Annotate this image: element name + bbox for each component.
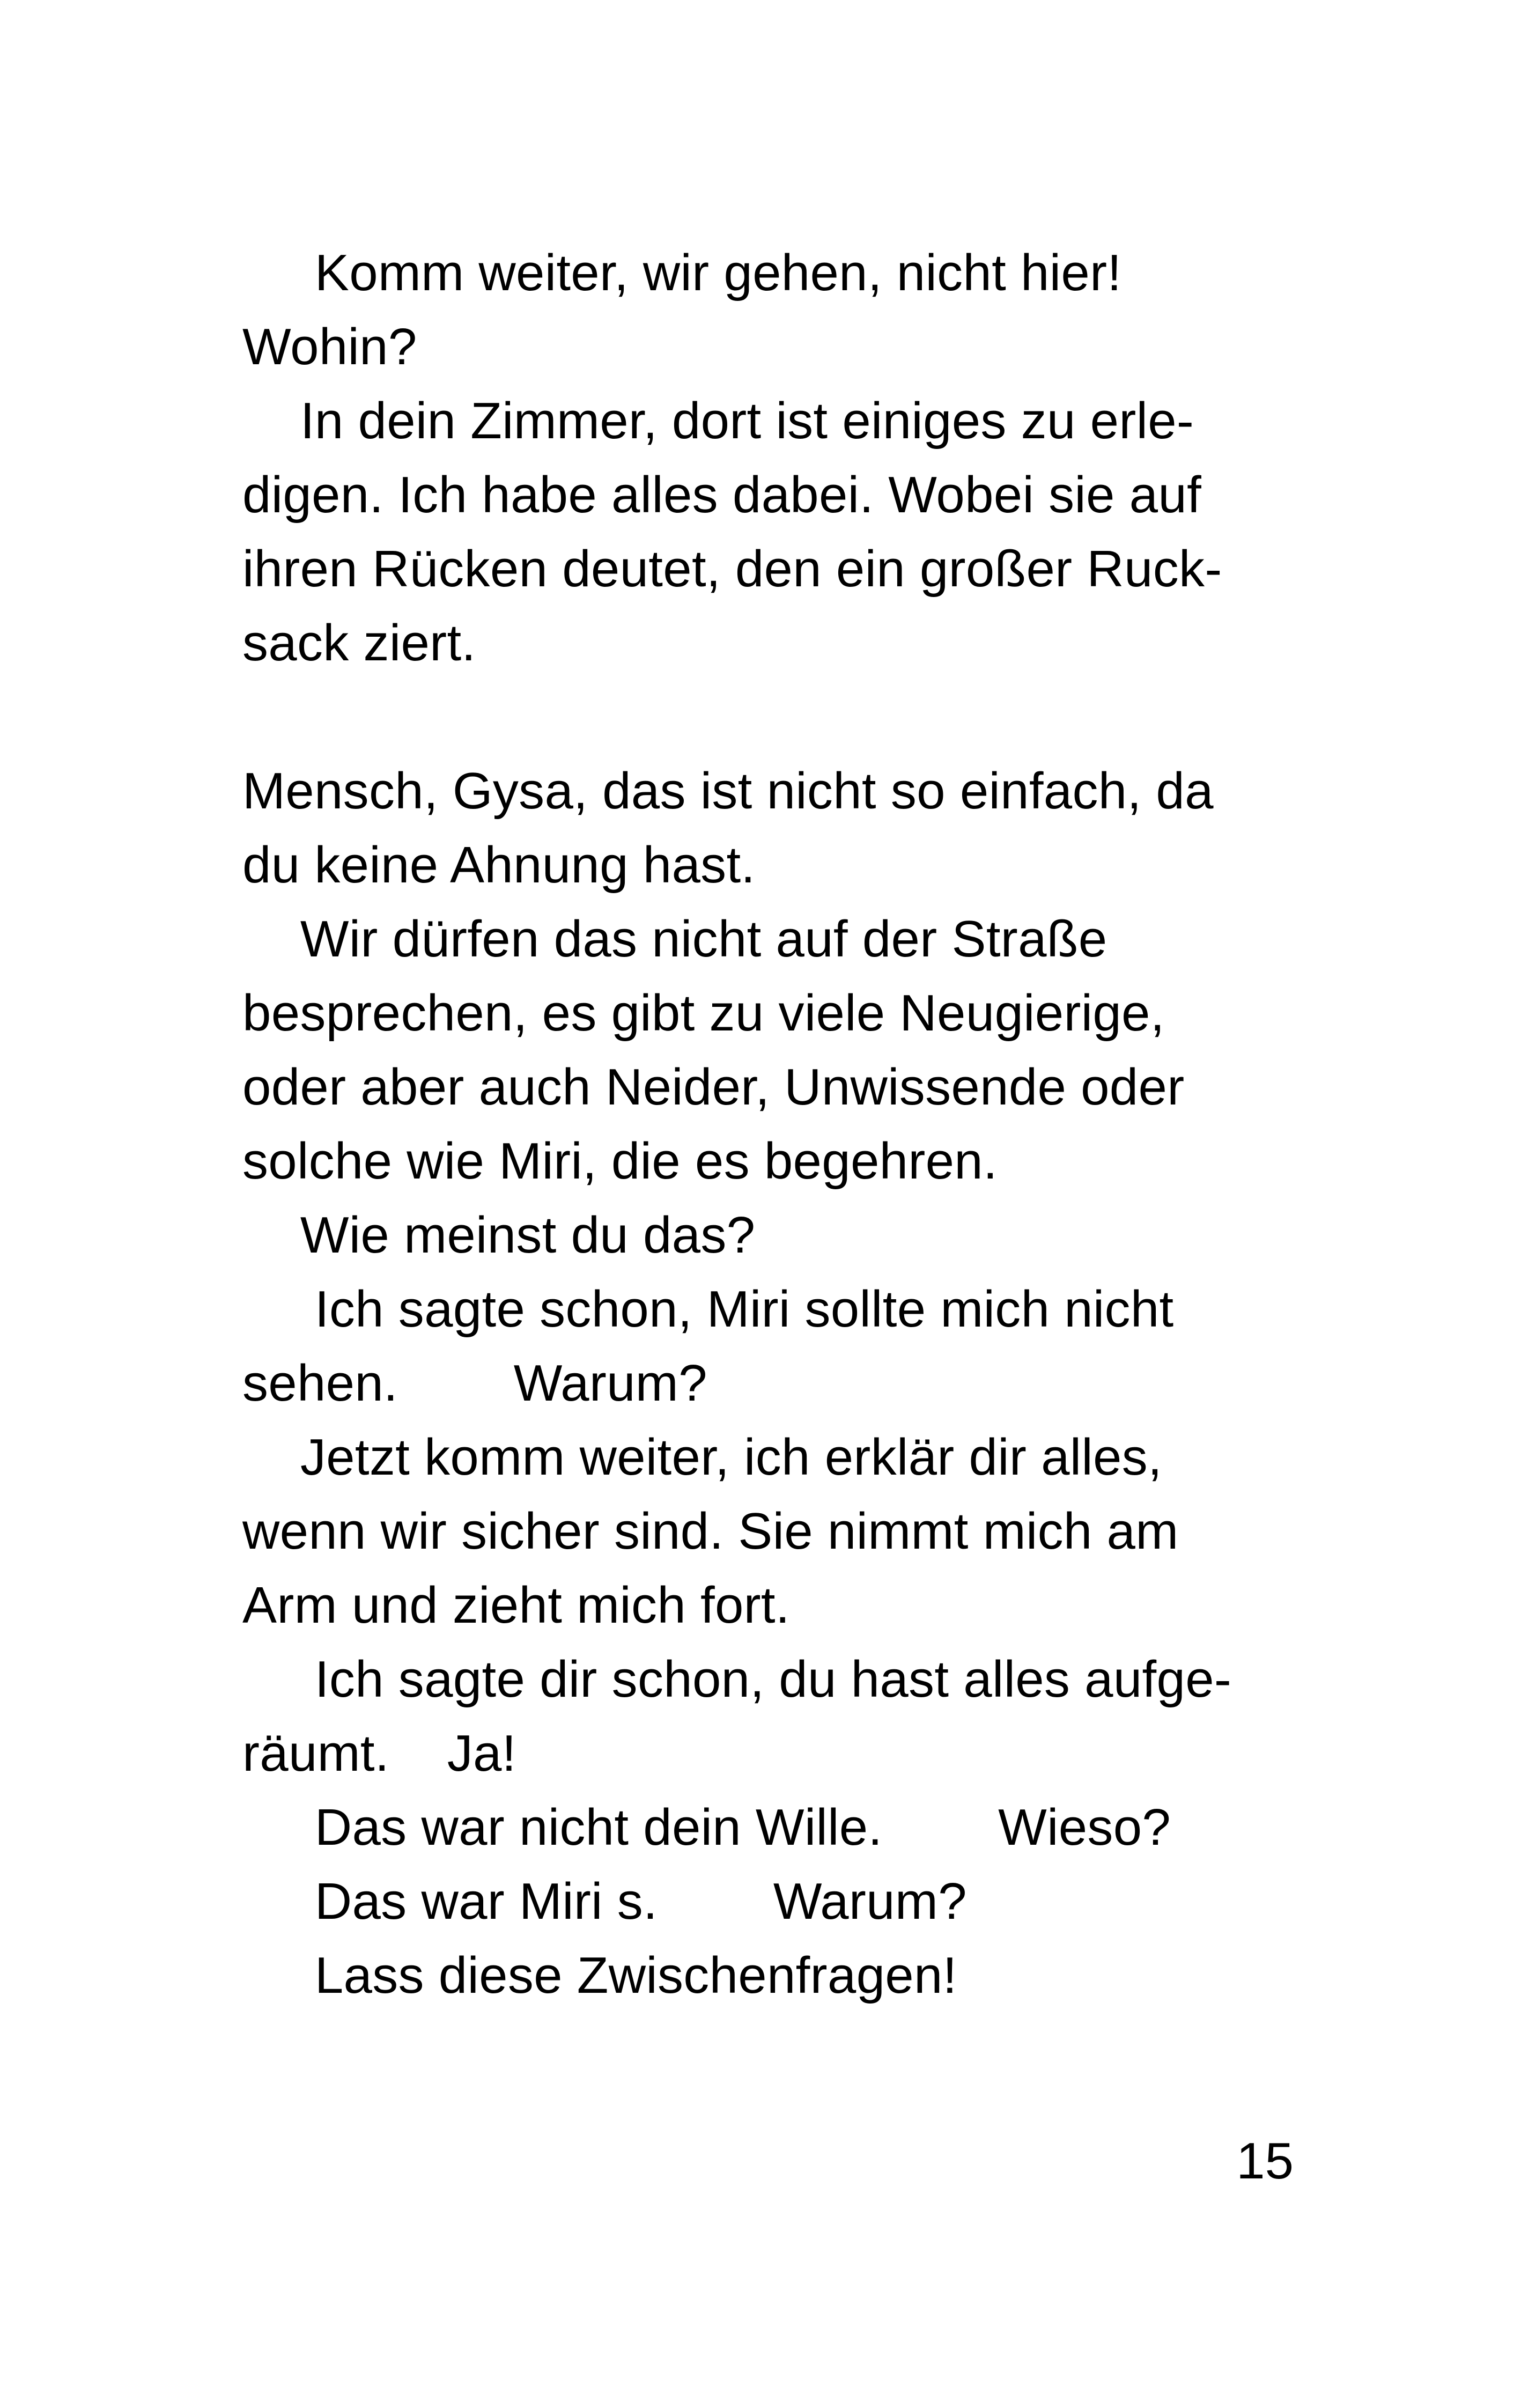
text-line-6: sack ziert. <box>242 614 476 672</box>
text-line-10: Wir dürfen das nicht auf der Straße <box>242 910 1107 968</box>
text-line-9: du keine Ahnung hast. <box>242 836 756 894</box>
text-line-15: Ich sagte schon, Miri sollte mich nicht <box>242 1280 1174 1338</box>
text-line-5: ihren Rücken deutet, den ein großer Ruck- <box>242 540 1222 598</box>
text-line-23: Das war Miri s. Warum? <box>242 1873 967 1930</box>
text-line-13: solche wie Miri, die es begehren. <box>242 1132 998 1190</box>
text-line-1: Komm weiter, wir gehen, nicht hier! <box>242 244 1122 301</box>
page-text <box>242 236 1294 2013</box>
text-line-19: Arm und zieht mich fort. <box>242 1577 790 1634</box>
text-line-2: Wohin? <box>242 318 417 375</box>
text-line-17: Jetzt komm weiter, ich erklär dir alles, <box>242 1428 1162 1486</box>
text-line-16: sehen. Warum? <box>242 1354 707 1412</box>
text-line-22: Das war nicht dein Wille. Wieso? <box>242 1799 1171 1856</box>
page-number: 15 <box>1236 2132 1294 2190</box>
text-line-18: wenn wir sicher sind. Sie nimmt mich am <box>242 1503 1179 1560</box>
text-line-21: räumt. Ja! <box>242 1725 516 1782</box>
text-line-14: Wie meinst du das? <box>242 1206 756 1264</box>
text-line-24: Lass diese Zwischenfragen! <box>242 1947 957 2004</box>
text-line-3: In dein Zimmer, dort ist einiges zu erle- <box>242 392 1194 450</box>
text-line-20: Ich sagte dir schon, du hast alles aufge- <box>242 1651 1232 1708</box>
text-line-12: oder aber auch Neider, Unwissende oder <box>242 1058 1185 1116</box>
text-line-8: Mensch, Gysa, das ist nicht so einfach, da <box>242 762 1214 820</box>
blank-line <box>242 680 1294 754</box>
text-line-4: digen. Ich habe alles dabei. Wobei sie auf <box>242 466 1202 524</box>
text-line-11: besprechen, es gibt zu viele Neugierige, <box>242 984 1165 1042</box>
